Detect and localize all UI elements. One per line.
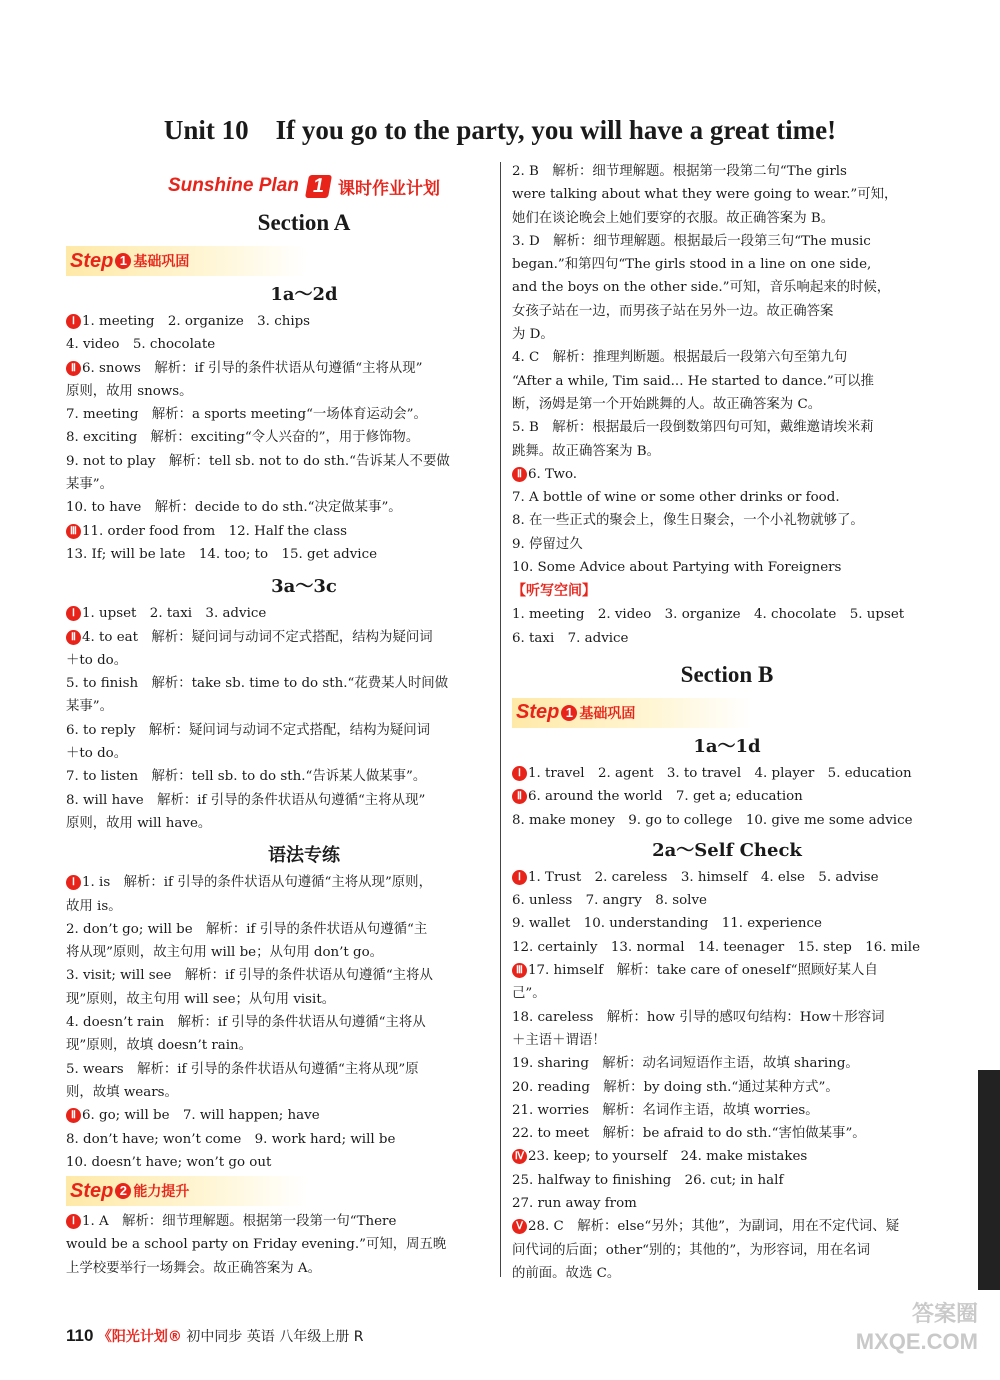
answer-line [512, 346, 942, 369]
answer-line [66, 403, 542, 426]
answer-text: 17. himself 解析：take care of oneself“照顾好某人自 [528, 963, 878, 979]
page-title: Unit 10 If you go to the party, you will have a great time! [163, 115, 837, 145]
answer-text: 18. careless 解析：how 引导的感叹句结构：How＋形容词 [512, 1009, 885, 1025]
answer-line [512, 183, 942, 206]
answer-line [512, 440, 942, 463]
watermark-logo: 答案圈 MXQE.COM [855, 1301, 978, 1354]
answer-line [66, 380, 542, 403]
exercise-marker: Ⅱ [66, 1108, 81, 1123]
answer-text: 1. A 解析：细节理解题。根据第一段第一句“There [82, 1214, 397, 1230]
answer-text: 1. meeting 2. video 3. organize 4. chocolate 5. upset [512, 607, 905, 623]
step-label: Step [70, 249, 114, 272]
answer-line [66, 1210, 542, 1233]
answer-line [66, 1257, 542, 1280]
answer-line [66, 941, 542, 964]
subsection-title: 1a～2d [270, 284, 338, 305]
answer-line [512, 1006, 942, 1029]
answer-line [66, 520, 542, 543]
answer-line [512, 889, 942, 912]
answer-text: 22. to meet 解析：be afraid to do sth.“害怕做某事”。 [512, 1126, 866, 1142]
answer-text: 跳舞。故正确答案为 B。 [512, 443, 661, 459]
answer-line [66, 649, 542, 672]
answer-line [66, 426, 542, 449]
answer-line [66, 333, 542, 356]
answer-line [512, 603, 942, 626]
exercise-marker: Ⅲ [66, 524, 81, 539]
answer-block [512, 160, 942, 579]
exercise-marker: Ⅰ [66, 875, 81, 890]
step-caption: 基础巩固 [579, 705, 636, 722]
answer-text: 4. to eat 解析：疑问词与动词不定式搭配，结构为疑问词 [82, 629, 433, 645]
answer-text: 8. 在一些正式的聚会上，像生日聚会，一个小礼物就够了。 [512, 513, 864, 529]
answer-text: ＋主语＋谓语！ [512, 1032, 606, 1048]
answer-text: 20. reading 解析：by doing sth.“通过某种方式”。 [512, 1079, 839, 1095]
exercise-marker: Ⅱ [512, 467, 527, 482]
answer-text: 9. wallet 10. understanding 11. experience [512, 916, 822, 932]
subsection-title: 语法专练 [268, 845, 340, 867]
answer-text: 6. to reply 解析：疑问词与动词不定式搭配，结构为疑问词 [66, 722, 431, 738]
answer-text: 1. meeting 2. organize 3. chips [82, 314, 311, 329]
answer-line [66, 473, 542, 496]
exercise-marker: Ⅰ [512, 766, 527, 781]
answer-line [66, 964, 542, 987]
answer-line [66, 1081, 542, 1104]
answer-text: 8. don’t have; won’t come 9. work hard; will be [66, 1131, 396, 1147]
answer-line [512, 1052, 942, 1075]
answer-block [512, 762, 942, 832]
step-1-banner [512, 698, 752, 728]
answer-text: 8. make money 9. go to college 10. give me some advice [512, 812, 913, 828]
answer-text: 6. Two. [528, 466, 578, 482]
answer-text: and the boys on the other side.”可知，音乐响起来的时候， [512, 280, 891, 296]
answer-text: 4. doesn’t rain 解析：if 引导的条件状语从句遵循“主将从 [66, 1015, 426, 1031]
answer-line [512, 936, 942, 959]
answer-text: 5. to finish 解析：take sb. time to do sth.“花费某人时间做 [66, 676, 449, 692]
answer-text: 上学校要举行一场舞会。故正确答案为 A。 [66, 1260, 321, 1276]
answer-text: 23. keep; to yourself 24. make mistakes [528, 1149, 808, 1165]
exercise-marker: Ⅳ [512, 1149, 527, 1164]
answer-text: 5. wears 解析：if 引导的条件状语从句遵循“主将从现”原 [66, 1061, 419, 1077]
answer-line [66, 871, 542, 894]
answer-text: 7. A bottle of wine or some other drinks or food. [512, 490, 840, 506]
answer-text: were talking about what they were going to wear.”可知， [512, 187, 898, 203]
answer-block [66, 602, 542, 835]
answer-line [512, 323, 942, 346]
exercise-marker: Ⅲ [512, 963, 527, 978]
answer-line [66, 672, 542, 695]
step-number: 2 [115, 1183, 131, 1199]
answer-text: 为 D。 [512, 327, 554, 343]
answer-line [66, 719, 542, 742]
answer-text: 女孩子站在一边，而男孩子站在另外一边。故正确答案 [512, 303, 834, 319]
answer-line [66, 626, 542, 649]
answer-text: 19. sharing 解析：动名词短语作主语，故填 sharing。 [512, 1056, 859, 1072]
answer-block [512, 603, 942, 650]
answer-line [66, 895, 542, 918]
answer-text: began.”和第四句“The girls stood in a line on one side, [512, 257, 872, 273]
answer-text: 8. will have 解析：if 引导的条件状语从句遵循“主将从现” [66, 792, 426, 808]
answer-text: 6. snows 解析：if 引导的条件状语从句遵循“主将从现” [82, 360, 423, 376]
answer-text: 问代词的后面；other“别的；其他的”，为形容词，用在名词 [512, 1242, 871, 1258]
answer-text: 将从现”原则，故主句用 will be；从句用 don’t go。 [66, 945, 384, 961]
answer-line [512, 1122, 942, 1145]
answer-line [66, 1058, 542, 1081]
answer-line [512, 1145, 942, 1168]
answer-line [66, 918, 542, 941]
answer-line [66, 543, 542, 566]
exercise-marker: Ⅰ [66, 606, 81, 621]
answer-line [512, 207, 942, 230]
answer-line [66, 450, 542, 473]
answer-line [512, 1262, 942, 1285]
answer-line [512, 785, 942, 808]
answer-line [66, 1104, 542, 1127]
answer-text: 9. not to play 解析：tell sb. not to do sth.“告诉某人不要做 [66, 453, 450, 469]
answer-text: 11. order food from 12. Half the class [82, 523, 347, 539]
answer-line [512, 912, 942, 935]
answer-line [66, 1233, 542, 1256]
answer-line [512, 556, 942, 579]
book-info: 初中同步 英语 八年级上册 R [186, 1329, 364, 1345]
answer-text: 10. doesn’t have; won’t go out [66, 1154, 272, 1170]
exercise-marker: Ⅱ [66, 630, 81, 645]
answer-block [512, 866, 942, 1285]
answer-line [512, 1192, 942, 1215]
section-b-title: Section B [680, 661, 774, 687]
answer-text: 21. worries 解析：名词作主语，故填 worries。 [512, 1102, 819, 1118]
answer-line [512, 1239, 942, 1262]
answer-line [512, 1169, 942, 1192]
answer-text: 5. B 解析：根据最后一段倒数第四句可知，戴维邀请埃米莉 [512, 420, 874, 436]
answer-line [512, 627, 942, 650]
answer-text: 的前面。故选 C。 [512, 1265, 621, 1281]
page-number: 110 [66, 1326, 94, 1345]
step-2-banner [66, 1176, 306, 1206]
exercise-marker: Ⅱ [512, 789, 527, 804]
answer-text: 3. D 解析：细节理解题。根据最后一段第三句“The music [512, 233, 871, 249]
answer-text: 9. 停留过久 [512, 536, 583, 552]
page-footer [66, 1326, 363, 1346]
exercise-marker: Ⅰ [66, 1214, 81, 1229]
answer-line [66, 695, 542, 718]
answer-line [66, 602, 542, 625]
right-column [512, 160, 942, 1285]
answer-text: 现”原则，故主句用 will see；从句用 visit。 [66, 991, 336, 1007]
answer-line [512, 370, 942, 393]
answer-line [66, 1034, 542, 1057]
answer-text: 4. C 解析：推理判断题。根据最后一段第六句至第九句 [512, 350, 848, 366]
listening-space-label: 【听写空间】 [512, 583, 596, 600]
exercise-marker: Ⅰ [66, 314, 81, 329]
answer-text: 12. certainly 13. normal 14. teenager 15. step 16. mile [512, 939, 920, 955]
answer-line [512, 230, 942, 253]
answer-line [66, 988, 542, 1011]
exercise-marker: Ⅱ [66, 361, 81, 376]
answer-text: 7. meeting 解析：a sports meeting“一场体育运动会”。 [66, 407, 427, 423]
answer-text: 某事”。 [66, 699, 114, 715]
sunshine-plan-banner [66, 168, 542, 204]
answer-text: 6. go; will be 7. will happen; have [82, 1108, 320, 1124]
answer-text: 1. is 解析：if 引导的条件状语从句遵循“主将从现”原则， [82, 875, 432, 891]
answer-block [66, 1210, 542, 1280]
step-number: 1 [561, 705, 577, 721]
answer-text: “After a while, Tim said... He started to dance.”可以推 [512, 373, 874, 389]
step-number: 1 [115, 253, 131, 269]
sunshine-plan-subtitle: 课时作业计划 [338, 178, 441, 199]
answer-block [66, 310, 542, 566]
answer-text: 6. taxi 7. advice [512, 630, 629, 646]
answer-line [66, 1011, 542, 1034]
answer-line [66, 789, 542, 812]
answer-text: 3. visit; will see 解析：if 引导的条件状语从句遵循“主将从 [66, 968, 433, 984]
step-caption: 基础巩固 [133, 254, 190, 270]
section-a-title: Section A [257, 210, 351, 235]
answer-text: 她们在谈论晚会上她们要穿的衣服。故正确答案为 B。 [512, 210, 835, 226]
answer-line [512, 253, 942, 276]
answer-line [512, 393, 942, 416]
answer-line [512, 509, 942, 532]
answer-line [512, 300, 942, 323]
step-label: Step [70, 1179, 114, 1202]
answer-line [512, 276, 942, 299]
answer-line [512, 1099, 942, 1122]
answer-text: 1. travel 2. agent 3. to travel 4. player 5. education [528, 765, 912, 781]
answer-line [66, 357, 542, 380]
answer-text: 己”。 [512, 986, 546, 1002]
page-edge-tab [978, 1070, 1000, 1290]
answer-text: 故用 is。 [66, 898, 122, 914]
answer-line [512, 533, 942, 556]
answer-text: 则，故填 wears。 [66, 1084, 178, 1100]
answer-line [66, 310, 542, 333]
answer-line [512, 1215, 942, 1238]
answer-text: ＋to do。 [66, 746, 128, 762]
answer-text: 现”原则，故填 doesn’t rain。 [66, 1038, 253, 1054]
answer-line [512, 959, 942, 982]
answer-line [66, 812, 542, 835]
left-column [66, 168, 542, 1280]
answer-text: 断，汤姆是第一个开始跳舞的人。故正确答案为 C。 [512, 396, 822, 412]
answer-text: 13. If; will be late 14. too; to 15. get advice [66, 546, 378, 562]
sunshine-plan-number: 1 [305, 175, 332, 198]
subsection-title: 3a～3c [271, 576, 337, 598]
subsection-title: 1a～1d [693, 735, 761, 757]
answer-line [512, 809, 942, 832]
answer-line [512, 160, 942, 183]
answer-line [512, 762, 942, 785]
answer-text: 6. unless 7. angry 8. solve [512, 893, 707, 909]
answer-block [66, 871, 542, 1174]
answer-line [66, 496, 542, 519]
answer-line [512, 1076, 942, 1099]
exercise-marker: Ⅰ [512, 870, 527, 885]
step-caption: 能力提升 [133, 1184, 190, 1201]
answer-text: 某事”。 [66, 477, 114, 493]
answer-text: 4. video 5. chocolate [66, 337, 216, 353]
answer-line [512, 463, 942, 486]
answer-line [512, 982, 942, 1005]
answer-text: 1. upset 2. taxi 3. advice [82, 606, 267, 622]
answer-line [512, 416, 942, 439]
answer-text: 6. around the world 7. get a; education [528, 789, 803, 805]
answer-text: 原则，故用 will have。 [66, 815, 212, 831]
answer-text: 2. don’t go; will be 解析：if 引导的条件状语从句遵循“主 [66, 921, 428, 937]
answer-line [66, 1151, 542, 1174]
answer-text: 10. Some Advice about Partying with Foreigners [512, 560, 842, 576]
answer-text: ＋to do。 [66, 652, 128, 668]
answer-line [66, 742, 542, 765]
answer-line [66, 765, 542, 788]
subsection-title: 2a～Self Check [652, 839, 802, 861]
answer-text: 7. to listen 解析：tell sb. to do sth.“告诉某人做某事”。 [66, 769, 427, 785]
exercise-marker: Ⅴ [512, 1219, 527, 1234]
answer-text: 28. C 解析：else“另外；其他”，为副词，用在不定代词、疑 [528, 1219, 900, 1235]
answer-text: 27. run away from [512, 1195, 637, 1211]
book-brand: 《阳光计划® [97, 1329, 182, 1345]
answer-line [512, 486, 942, 509]
answer-text: 原则，故用 snows。 [66, 383, 193, 399]
answer-text: 25. halfway to finishing 26. cut; in half [512, 1172, 784, 1188]
answer-text: 2. B 解析：细节理解题。根据第一段第二句“The girls [512, 164, 847, 179]
answer-text: 10. to have 解析：decide to do sth.“决定做某事”。 [66, 500, 402, 516]
answer-text: 8. exciting 解析：exciting“令人兴奋的”，用于修饰物。 [66, 430, 420, 446]
answer-text: would be a school party on Friday evening.”可知，周五晚 [66, 1237, 447, 1253]
answer-line [66, 1128, 542, 1151]
sunshine-plan-label: Sunshine Plan [167, 175, 299, 196]
answer-line [512, 1029, 942, 1052]
answer-line [512, 866, 942, 889]
step-label: Step [516, 701, 560, 724]
answer-text: 1. Trust 2. careless 3. himself 4. else 5. advise [528, 869, 879, 885]
step-1-banner [66, 246, 306, 276]
